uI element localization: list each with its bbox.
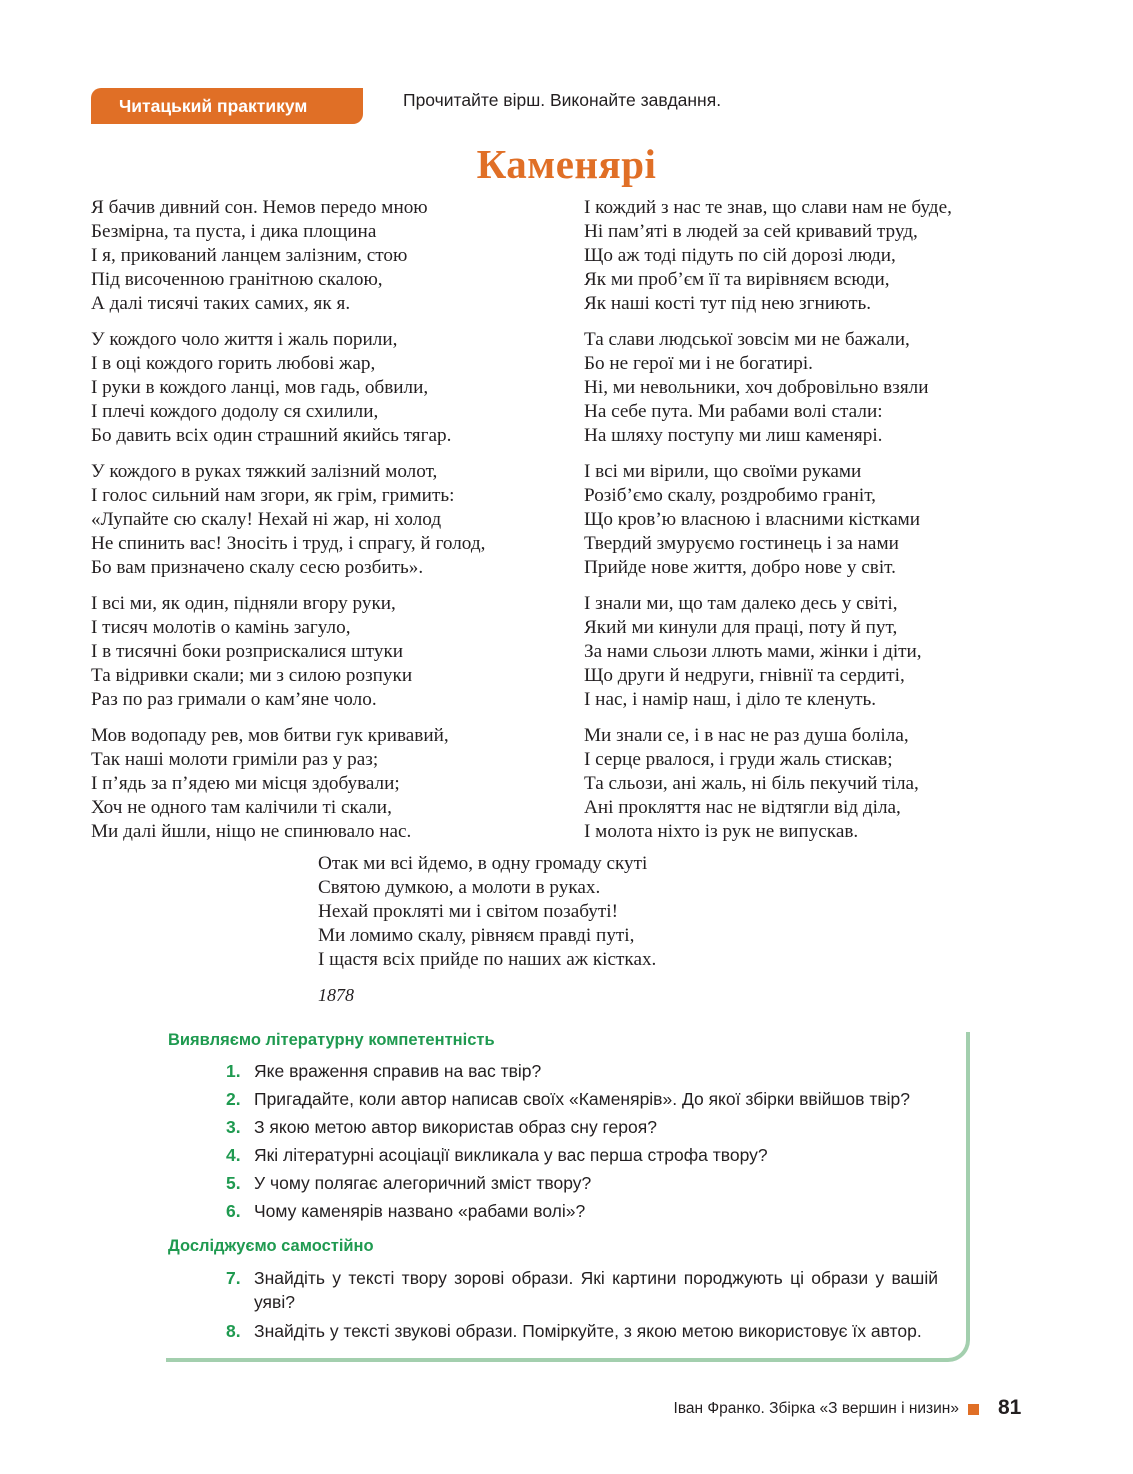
- stanza: [584, 592, 952, 712]
- poem-line: Бо давить всіх один страшний якийсь тягар.: [91, 425, 452, 446]
- question-text: З якою метою автор використав образ сну героя?: [254, 1117, 657, 1137]
- stanza: [584, 724, 952, 844]
- poem-line: І п’ядь за п’ядею ми місця здобували;: [91, 773, 400, 794]
- poem-line: І я, прикований ланцем залізним, стою: [91, 245, 408, 266]
- stanza: [584, 196, 952, 316]
- question-item: [226, 1171, 938, 1195]
- poem-line: І знали ми, що там далеко десь у світі,: [584, 593, 898, 614]
- section-heading-competence: Виявляємо літературну компетентність: [168, 1031, 495, 1049]
- poem-right-column: [584, 196, 952, 856]
- question-item: [226, 1199, 938, 1223]
- poem-line: На себе пута. Ми рабами волі стали:: [584, 401, 883, 422]
- poem-line: У кождого в руках тяжкий залізний молот,: [91, 461, 438, 482]
- poem-line: І в оці кождого горить любові жар,: [91, 353, 376, 374]
- poem-line: Що кров’ю власною і власними кістками: [584, 509, 921, 530]
- question-item: [226, 1059, 938, 1083]
- poem-line: Так наші молоти гриміли раз у раз;: [91, 749, 379, 770]
- stanza: [91, 724, 485, 844]
- poem-left-column: [91, 196, 485, 856]
- question-item: [226, 1319, 938, 1343]
- question-text: Чому каменярів названо «рабами волі»?: [254, 1201, 586, 1221]
- poem-line: Бо вам призначено скалу сесю розбить».: [91, 557, 424, 578]
- poem-line: Розіб’ємо скалу, роздробимо граніт,: [584, 485, 876, 506]
- stanza: [584, 460, 952, 580]
- poem-line: Хоч не одного там калічили ті скали,: [91, 797, 392, 818]
- poem-line: Бо не герої ми і не богатирі.: [584, 353, 813, 374]
- poem-line: Нехай прокляті ми і світом позабуті!: [318, 901, 618, 922]
- poem-line: Безмірна, та пуста, і дика площина: [91, 221, 377, 242]
- question-number: 2.: [226, 1089, 241, 1109]
- question-number: 1.: [226, 1061, 241, 1081]
- stanza: [584, 328, 952, 448]
- poem-line: Та слави людської зовсім ми не бажали,: [584, 329, 910, 350]
- poem-line: Ні, ми невольники, хоч добровільно взяли: [584, 377, 929, 398]
- poem-line: Ані прокляття нас не відтягли від діла,: [584, 797, 901, 818]
- question-number: 8.: [226, 1321, 241, 1341]
- poem-line: Ми ломимо скалу, рівняєм правді путі,: [318, 925, 635, 946]
- poem-line: Та сльози, ані жаль, ні біль пекучий тіла,: [584, 773, 919, 794]
- poem-line: Як ми проб’єм її та вирівняєм всюди,: [584, 269, 890, 290]
- poem-line: І щастя всіх прийде по наших аж кістках.: [318, 949, 657, 970]
- poem-line: І серце рвалося, і груди жаль стискав;: [584, 749, 893, 770]
- poem-line: Мов водопаду рев, мов битви гук кривавий,: [91, 725, 449, 746]
- poem-line: Твердий змуруємо гостинець і за нами: [584, 533, 899, 554]
- poem-line: Не спинить вас! Зносіть і труд, і спрагу, й голод,: [91, 533, 486, 554]
- poem-line: І руки в кождого ланці, мов гадь, обвили,: [91, 377, 429, 398]
- poem-line: Ні пам’яті в людей за сей кривавий труд,: [584, 221, 918, 242]
- question-text: Яке враження справив на вас твір?: [254, 1061, 542, 1081]
- section-badge: Читацький практикум: [91, 88, 363, 124]
- poem-line: А далі тисячі таких самих, як я.: [91, 293, 351, 314]
- question-number: 6.: [226, 1201, 241, 1221]
- poem-line: Та відривки скали; ми з силою розпуки: [91, 665, 413, 686]
- question-item: [226, 1087, 938, 1111]
- poem-line: Прийде нове життя, добро нове у світ.: [584, 557, 896, 578]
- question-item: [226, 1115, 938, 1139]
- question-number: 7.: [226, 1268, 241, 1288]
- poem-line: Я бачив дивний сон. Немов передо мною: [91, 197, 428, 218]
- poem-line: Раз по раз гримали о кам’яне чоло.: [91, 689, 377, 710]
- poem-line: У кождого чоло життя і жаль порили,: [91, 329, 398, 350]
- poem-line: На шляху поступу ми лиш каменярі.: [584, 425, 883, 446]
- poem-line: І тисяч молотів о камінь загуло,: [91, 617, 351, 638]
- poem-title: Каменярі: [476, 141, 657, 187]
- poem-line: Як наші кості тут під нею згниють.: [584, 293, 872, 314]
- poem-year: 1878: [318, 985, 354, 1005]
- poem-line: Отак ми всі йдемо, в одну громаду скуті: [318, 853, 648, 874]
- page-number: 81: [998, 1396, 1022, 1419]
- poem-line: І голос сильний нам згори, як грім, гримить:: [91, 485, 455, 506]
- footer-marker-icon: [968, 1404, 979, 1415]
- question-number: 3.: [226, 1117, 241, 1137]
- stanza: [91, 328, 485, 448]
- poem-line: «Лупайте сю скалу! Нехай ні жар, ні холод: [91, 509, 442, 530]
- stanza: [91, 196, 485, 316]
- question-text: Знайдіть у тексті звукові образи. Поміркуйте, з якою метою використовує їх автор.: [254, 1321, 922, 1341]
- question-text: Які літературні асоціації викликала у вас перша строфа твору?: [254, 1145, 768, 1165]
- final-stanza: [318, 852, 656, 972]
- stanza: [91, 592, 485, 712]
- question-item: [226, 1266, 938, 1314]
- poem-line: За нами сльози ллють мами, жінки і діти,: [584, 641, 922, 662]
- question-text: Пригадайте, коли автор написав своїх «Каменярів». До якої збірки ввійшов твір?: [254, 1089, 910, 1109]
- question-text: Знайдіть у тексті твору зорові образи. Які картини породжують ці образи у вашій уяві?: [254, 1268, 938, 1312]
- poem-line: Що други й недруги, гнівнії та сердиті,: [584, 665, 905, 686]
- poem-line: І кождий з нас те знав, що слави нам не буде,: [584, 197, 952, 218]
- poem-line: Святою думкою, а молоти в руках.: [318, 877, 601, 898]
- poem-line: І нас, і намір наш, і діло те кленуть.: [584, 689, 877, 710]
- stanza: [91, 460, 485, 580]
- instruction-text: Прочитайте вірш. Виконайте завдання.: [403, 90, 722, 110]
- poem-line: І плечі кождого додолу ся схилили,: [91, 401, 379, 422]
- poem-line: Під височенною гранітною скалою,: [91, 269, 383, 290]
- question-number: 5.: [226, 1173, 241, 1193]
- section-heading-research: Досліджуємо самостійно: [168, 1237, 374, 1255]
- poem-line: І в тисячні боки розприскалися штуки: [91, 641, 404, 662]
- poem-line: І всі ми вірили, що своїми руками: [584, 461, 862, 482]
- poem-line: І молота ніхто із рук не випускав.: [584, 821, 859, 842]
- question-number: 4.: [226, 1145, 241, 1165]
- poem-line: Ми далі йшли, ніщо не спинювало нас.: [91, 821, 412, 842]
- poem-line: Ми знали се, і в нас не раз душа боліла,: [584, 725, 909, 746]
- question-text: У чому полягає алегоричний зміст твору?: [254, 1173, 592, 1193]
- question-item: [226, 1143, 938, 1167]
- footer-caption: Іван Франко. Збірка «З вершин і низин»: [673, 1400, 959, 1417]
- poem-line: Який ми кинули для праці, поту й пут,: [584, 617, 898, 638]
- poem-line: Що аж тоді підуть по сій дорозі люди,: [584, 245, 896, 266]
- poem-line: І всі ми, як один, підняли вгору руки,: [91, 593, 396, 614]
